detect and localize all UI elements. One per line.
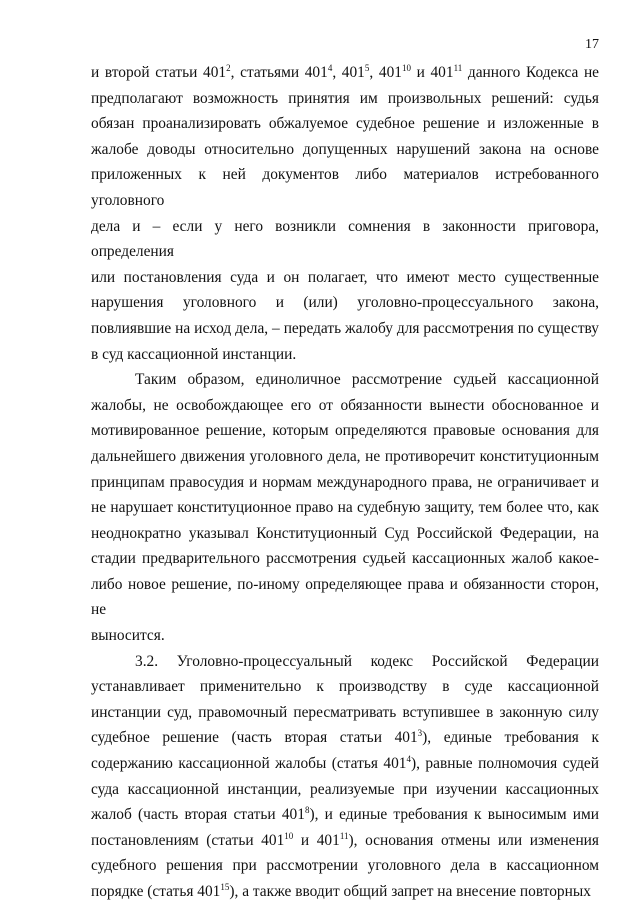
text-line — [91, 700, 599, 726]
text-run: мотивированное решение, которым определяются правовые основания для — [91, 422, 599, 440]
text-run: ), основания отмены или изменения — [348, 831, 599, 849]
text-line — [91, 828, 599, 854]
superscript: 10 — [401, 63, 411, 73]
text-line — [91, 546, 599, 572]
text-run: инстанции суд, правомочный пересматривать вступившее в законную силу — [91, 703, 599, 721]
text-line — [91, 60, 599, 86]
text-line — [91, 418, 599, 444]
superscript: 10 — [284, 830, 294, 841]
text-line — [91, 214, 599, 265]
text-run: стадии предварительного рассмотрения судьей кассационных жалоб какое- — [91, 550, 599, 568]
text-run: неоднократно указывал Конституционный Суд Российской Федерации, на — [91, 524, 599, 542]
text-run: либо новое решение, по-иному определяющее права и обязанности сторон, не — [91, 575, 599, 619]
document-body — [91, 60, 599, 905]
page-number: 17 — [585, 37, 599, 52]
text-run: ), равные полномочия судей — [410, 755, 599, 773]
superscript: 11 — [453, 63, 463, 73]
text-run: приложенных к ней документов либо материалов истребованного уголовного — [91, 166, 599, 209]
text-run: принципам правосудия и нормам международного права, не ограничивает и — [91, 473, 599, 491]
text-run: Таким образом, единоличное рассмотрение судьей кассационной — [135, 371, 599, 389]
text-run: , статьями 401 — [230, 64, 328, 81]
text-line — [91, 572, 599, 623]
text-line — [91, 495, 599, 521]
text-line — [91, 470, 599, 496]
text-run: ), единые требования к — [422, 729, 599, 747]
text-line — [91, 367, 599, 393]
text-run: , 401 — [332, 64, 365, 81]
text-line — [91, 111, 599, 137]
text-run: ), и единые требования к выносимым ими — [309, 806, 600, 824]
text-run: судебного решения при рассмотрении уголовного дела в кассационном — [91, 857, 599, 875]
text-run: постановлениям (статьи 401 — [91, 831, 285, 849]
superscript: 4 — [327, 63, 333, 73]
text-run: 3.2. Уголовно-процессуальный кодекс Российской Федерации — [135, 652, 599, 670]
text-run: жалобе доводы относительно допущенных нарушений закона на основе — [91, 140, 599, 158]
text-line — [91, 444, 599, 470]
text-line — [91, 521, 599, 547]
text-run: и 401 — [293, 831, 340, 849]
text-line — [91, 649, 599, 675]
superscript: 3 — [417, 728, 423, 739]
text-run: обязан проанализировать обжалуемое судебное решение и изложенные в — [91, 115, 599, 133]
text-run: дальнейшего движения уголовного дела, не противоречит конституционным — [91, 447, 599, 465]
text-line — [91, 802, 599, 828]
text-run: или постановления суда и он полагает, что имеют место существенные — [91, 268, 599, 286]
superscript: 2 — [226, 63, 231, 73]
text-line — [91, 751, 599, 777]
text-run: суда кассационной инстанции, реализуемые при изучении кассационных — [91, 780, 599, 798]
text-line — [91, 879, 599, 905]
text-line — [91, 316, 599, 342]
text-line — [91, 342, 599, 368]
text-run: жалоб (часть вторая статьи 401 — [91, 806, 305, 824]
text-run: в суд кассационной инстанции. — [91, 345, 297, 363]
superscript: 5 — [364, 63, 370, 73]
text-run: ), а также вводит общий запрет на внесение повторных — [229, 883, 591, 900]
superscript: 15 — [220, 882, 230, 892]
superscript: 4 — [406, 754, 411, 765]
text-line — [91, 162, 599, 213]
superscript: 11 — [339, 830, 349, 841]
paragraph — [91, 367, 599, 649]
text-line — [91, 777, 599, 803]
text-run: жалобы, не освобождающее его от обязанности вынести обоснованное и — [91, 396, 599, 414]
superscript: 8 — [304, 805, 310, 816]
paragraph — [91, 60, 599, 367]
paragraph — [91, 649, 599, 905]
text-line — [91, 86, 599, 112]
text-run: и 401 — [410, 64, 454, 81]
text-run: содержанию кассационной жалобы (статья 401 — [91, 755, 407, 773]
text-line — [91, 674, 599, 700]
text-run: дела и – если у него возникли сомнения в законности приговора, определения — [91, 217, 599, 261]
text-line — [91, 290, 599, 316]
text-line — [91, 265, 599, 291]
text-run: , 401 — [369, 64, 402, 81]
text-run: нарушения уголовного и (или) уголовно-процессуального закона, — [91, 294, 599, 312]
text-run: судебное решение (часть вторая статьи 401 — [91, 729, 418, 747]
text-run: не нарушает конституционное право на судебную защиту, тем более что, как — [91, 499, 599, 517]
text-run: повлиявшие на исход дела, – передать жалобу для рассмотрения по существу — [91, 319, 599, 337]
text-line — [91, 393, 599, 419]
text-run: и второй статьи 401 — [91, 64, 227, 81]
text-line — [91, 137, 599, 163]
text-line — [91, 853, 599, 879]
text-run: предполагают возможность принятия им произвольных решений: судья — [91, 89, 599, 107]
text-line — [91, 623, 599, 649]
text-run: данного Кодекса не — [462, 64, 600, 81]
text-line — [91, 725, 599, 751]
text-run: выносится. — [91, 627, 165, 645]
text-run: устанавливает применительно к производству в суде кассационной — [91, 678, 599, 696]
text-run: порядке (статья 401 — [91, 883, 221, 900]
